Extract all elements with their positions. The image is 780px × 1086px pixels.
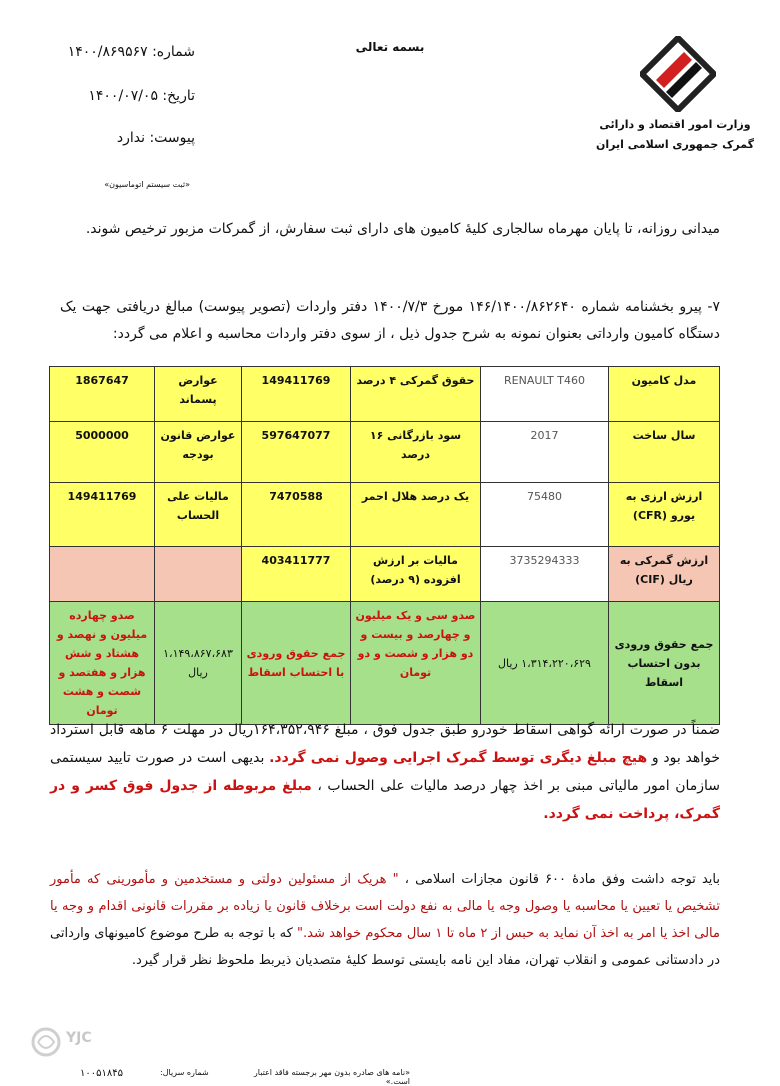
paragraph-item-7: ۷- پیرو بخشنامه شماره ۱۴۶/۱۴۰۰/۸۶۲۶۴۰ مورخ ۱۴۰۰/۷/۳ دفتر واردات (تصویر پیوست) مبالغ دریافتی جهت یک دستگاه کامیون وارداتی بعنوان نمونه به شرح جدول ذیل ، از سوی دفتر واردات محاسبه و اعلام می گردد: [60,299,720,342]
para4-text-1: باید توجه داشت وفق مادهٔ ۶۰۰ قانون مجازات اسلامی ، [398,872,720,887]
letter-date-row [40,88,195,104]
total-without-scrap-label: جمع حقوق ورودی بدون احتساب اسقاط [609,602,720,725]
table-cell-amount: 149411769 [242,367,351,422]
letter-date-label: تاریخ: [162,88,195,104]
letter-date-value: ۱۴۰۰/۰۷/۰۵ [88,88,158,104]
table-cell-empty [50,547,155,602]
table-cell-label: ارزش ارزی به یورو (CFR) [609,483,720,547]
table-row [50,547,720,602]
table-cell-value: 3735294333 [481,547,609,602]
table-cell-amount: 149411769 [50,483,155,547]
para3-highlight-1: هیچ مبلغ دیگری توسط گمرک اجرایی وصول نمی گردد. [269,750,648,766]
table-cell-value: 75480 [481,483,609,547]
total-without-scrap-toman: صدو سی و یک میلیون و چهارصد و بیست و دو هزار و شصت و دو تومان [351,602,481,725]
table-cell-amount: 7470588 [242,483,351,547]
total-without-scrap-rial: ۱،۳۱۴،۲۲۰،۶۲۹ ریال [481,602,609,725]
customs-logo-icon [640,36,716,112]
total-with-scrap-rial: ۱،۱۴۹،۸۶۷،۶۸۳ ریال [155,602,242,725]
para4-text-2: که با توجه به طرح موضوع کامیونهای وارداتی در دادستانی عمومی و انقلاب تهران، مفاد این نامه بایستی توسط کلیهٔ متصدیان ذیربط ملحوظ نظر قرار گیرد. [50,926,720,968]
total-with-scrap-label: جمع حقوق ورودی با احتساب اسقاط [242,602,351,725]
para4-law-quote: " هریک از مسئولین دولتی و مستخدمین و مأمورینی که مأمور تشخیص یا تعیین یا محاسبه یا وصول وجه یا مالی به نفع دولت است برخلاف قانون یا زیاده بر مقررات قانونی اقدام و وجه یا مالی اخذ یا امر به اخذ آن نماید به حبس از ۲ ماه تا ۱ سال محکوم خواهد شد." [50,872,720,941]
table-cell-amount: 5000000 [50,422,155,483]
table-row-totals [50,602,720,725]
table-cell-value: 2017 [481,422,609,483]
para3-text-1: ضمناً در صورت ارائه گواهی اسقاط خودرو طبق جدول فوق ، مبلغ ۱۶۴،۳۵۲،۹۴۶ریال در مهلت ۶ ماهه قابل استرداد خواهد بود و [50,722,720,766]
paragraph-scrap-refund [50,716,720,828]
table-cell-item: سود بازرگانی ۱۶ درصد [351,422,481,483]
attachment-row [40,130,195,146]
bismillah-heading: بسمه تعالی [355,40,425,54]
table-cell-amount: 597647077 [242,422,351,483]
table-row [50,483,720,547]
letter-number-row [40,44,195,60]
paragraph-penal-code [50,866,720,974]
table-cell-amount: 403411777 [242,547,351,602]
ministry-name: وزارت امور اقتصاد و دارائی [599,118,751,131]
table-cell-value: RENAULT T460 [481,367,609,422]
customs-name: گمرک جمهوری اسلامی ایران [595,138,755,151]
table-cell-label: سال ساخت [609,422,720,483]
table-cell-item: مالیات علی الحساب [155,483,242,547]
attachment-value: ندارد [116,130,145,146]
table-row [50,422,720,483]
automation-note: «ثبت سیستم اتوماسیون» [104,180,190,189]
letter-number-value: ۱۴۰۰/۸۶۹۵۶۷ [67,44,148,60]
total-with-scrap-toman: صدو چهارده میلیون و نهصد و هشتاد و شش هزار و هفتصد و شصت و هشت تومان [50,602,155,725]
yjc-watermark-text: YJC [66,1030,92,1046]
footer-validity-note: «نامه های صادره بدون مهر برجسته فاقد اعتبار است.» [253,1068,410,1086]
table-cell-item: عوارض پسماند [155,367,242,422]
table-cell-amount: 1867647 [50,367,155,422]
table-cell-item: عوارض قانون بودجه [155,422,242,483]
table-cell-label: مدل کامیون [609,367,720,422]
para3-highlight-2: مبلغ مربوطه از جدول فوق کسر و در گمرک، پرداخت نمی گردد. [50,778,720,822]
letter-number-label: شماره: [152,44,195,60]
truck-import-fees-table [49,366,720,725]
table-cell-empty [155,547,242,602]
footer-serial-label: شماره سریال: [160,1068,209,1077]
table-cell-item: یک درصد هلال احمر [351,483,481,547]
attachment-label: پیوست: [149,130,195,146]
para3-text-2: بدیهی است در صورت تایید سیستمی سازمان امور مالیاتی مبنی بر اخذ چهار درصد مالیات علی الحساب ، [50,750,721,794]
table-cell-item: مالیات بر ارزش افزوده (۹ درصد) [351,547,481,602]
table-cell-item: حقوق گمرکی ۴ درصد [351,367,481,422]
table-cell-label: ارزش گمرکی به ریال (CIF) [609,547,720,602]
table-row [50,367,720,422]
paragraph-clearance: میدانی روزانه، تا پایان مهرماه سالجاری کلیهٔ کامیون های دارای ثبت سفارش، از گمرکات مزبور ترخیص شوند. [85,221,720,237]
footer-serial-number: ۱۰۰۵۱۸۴۵ [80,1068,123,1079]
